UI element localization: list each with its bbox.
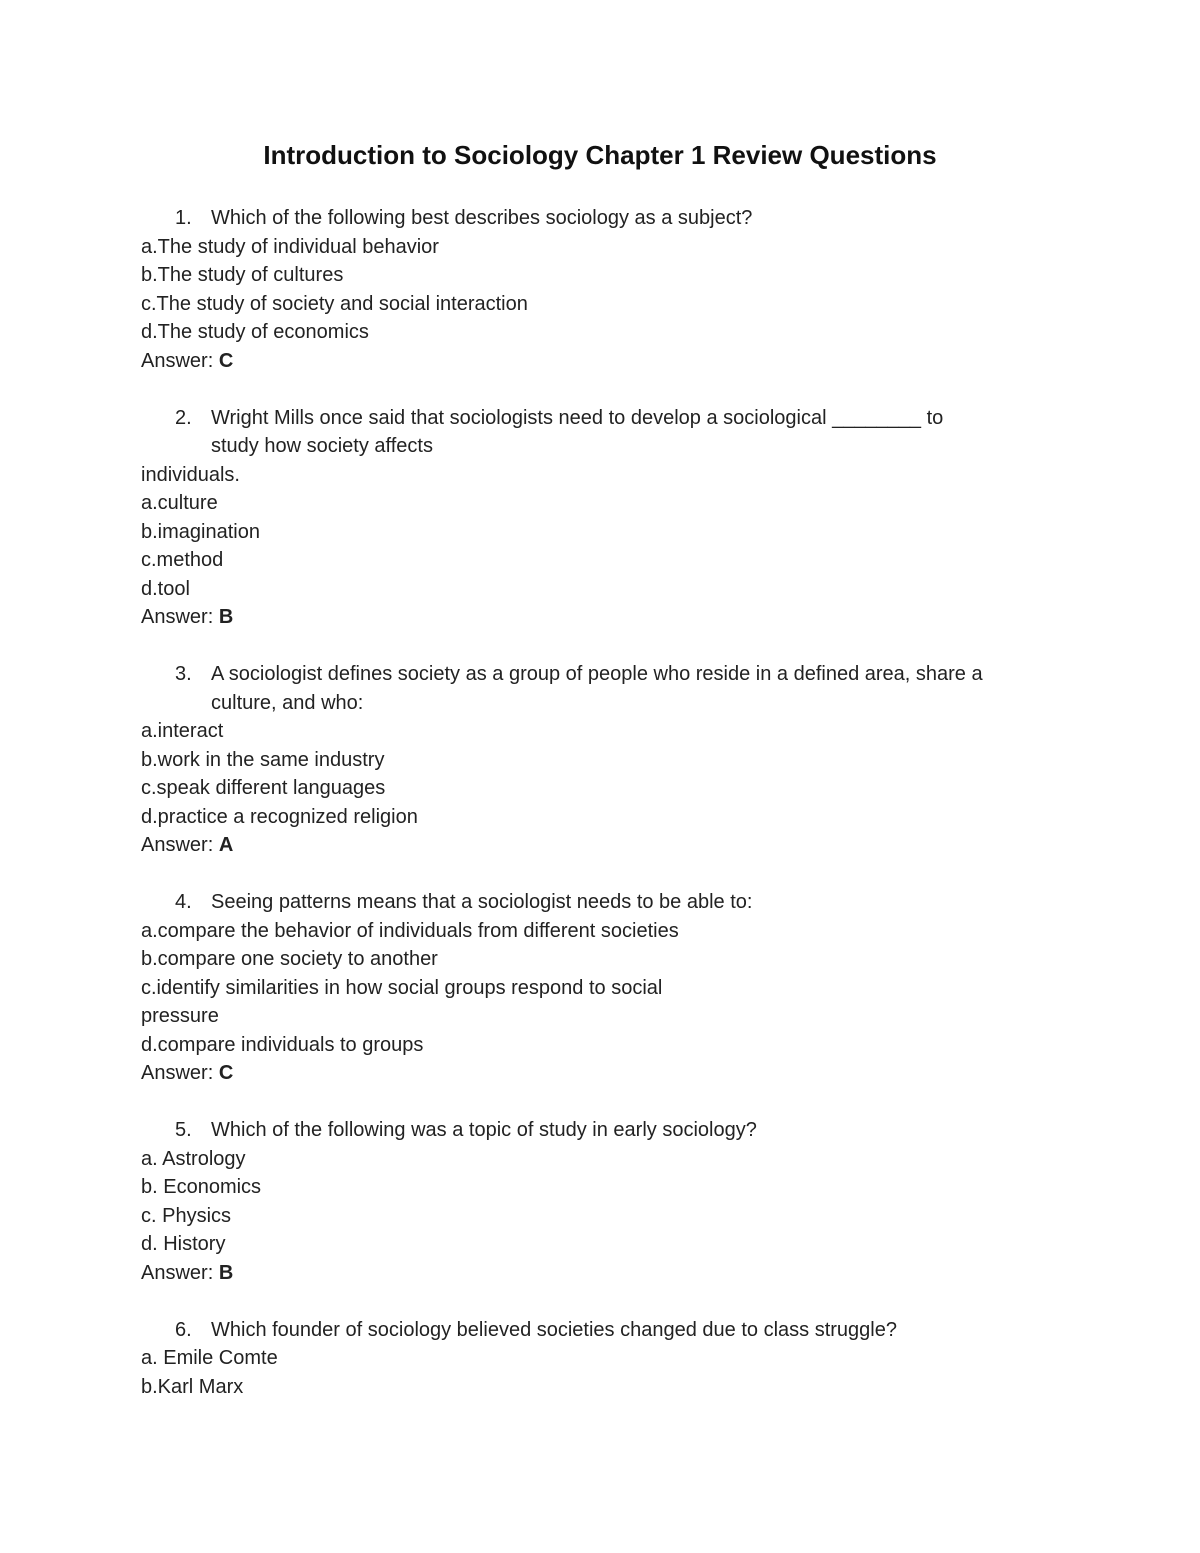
answer-option: d. History <box>141 1233 226 1255</box>
answer-option: b.compare one society to another <box>141 948 438 970</box>
question-text <box>211 1316 1061 1345</box>
question-text <box>211 204 1061 233</box>
question-block <box>141 660 1061 860</box>
answer-key: B <box>218 1261 234 1284</box>
question-text-line: culture, and who: <box>211 691 364 714</box>
question-stem <box>141 888 1061 917</box>
question-block <box>141 888 1061 1088</box>
page-title: Introduction to Sociology Chapter 1 Review Questions <box>263 140 937 170</box>
question-stem <box>141 1116 1061 1145</box>
question-block <box>141 404 1061 632</box>
question-number: 4. <box>175 891 192 913</box>
question-text-line: Seeing patterns means that a sociologist needs to be able to: <box>211 891 753 913</box>
answer-option: b.work in the same industry <box>141 748 385 771</box>
answer-option: d.compare individuals to groups <box>141 1033 424 1056</box>
answer-line <box>141 1059 1061 1088</box>
answer-label: Answer: <box>141 834 214 856</box>
question-text-line: Which of the following best describes sociology as a subject? <box>211 207 753 229</box>
question-text-line: Which of the following was a topic of study in early sociology? <box>211 1119 757 1141</box>
question-stem <box>141 660 1061 717</box>
answer-option: b. Economics <box>141 1176 262 1198</box>
answer-option: a. Astrology <box>141 1147 246 1170</box>
answer-option: b.Karl Marx <box>141 1375 244 1398</box>
answer-option: a.The study of individual behavior <box>141 235 439 258</box>
answer-label: Answer: <box>141 349 214 372</box>
answer-line <box>141 603 1061 632</box>
answer-key: C <box>218 1062 234 1084</box>
question-text-line: A sociologist defines society as a group of people who reside in a defined area, share a <box>211 663 983 685</box>
question-list <box>141 204 1061 1430</box>
question-number: 2. <box>175 406 192 429</box>
question-number: 3. <box>175 663 192 685</box>
question-number: 6. <box>175 1318 192 1341</box>
answer-option: d.The study of economics <box>141 321 369 343</box>
answer-option: a.culture <box>141 492 218 514</box>
answer-option: a.interact <box>141 720 224 742</box>
question-block <box>141 204 1061 375</box>
answer-label: Answer: <box>141 1062 214 1084</box>
answer-option: c.The study of society and social interaction <box>141 292 528 315</box>
answer-option: c.identify similarities in how social groups respond to social <box>141 976 663 999</box>
answer-option: d.tool <box>141 577 190 600</box>
answer-label: Answer: <box>141 1261 214 1284</box>
answer-option: c.method <box>141 549 224 571</box>
question-text-continuation: individuals. <box>141 463 240 486</box>
question-block <box>141 1116 1061 1287</box>
question-text <box>211 1116 1061 1145</box>
answer-key: B <box>218 606 234 628</box>
answer-option: a. Emile Comte <box>141 1347 278 1369</box>
question-text <box>211 660 1061 717</box>
question-text <box>211 404 1061 461</box>
question-text-line: Wright Mills once said that sociologists need to develop a sociological ________ to <box>211 406 944 429</box>
question-text-line: study how society affects <box>211 435 433 457</box>
answer-label: Answer: <box>141 606 214 628</box>
answer-option: c.speak different languages <box>141 777 386 799</box>
answer-line <box>141 347 1061 376</box>
question-block <box>141 1316 1061 1402</box>
question-stem <box>141 404 1061 461</box>
answer-option: b.The study of cultures <box>141 264 344 286</box>
question-text <box>211 888 1061 917</box>
answer-option: b.imagination <box>141 520 260 543</box>
question-stem <box>141 204 1061 233</box>
question-number: 1. <box>175 207 192 229</box>
answer-option: d.practice a recognized religion <box>141 805 418 828</box>
answer-option: a.compare the behavior of individuals from different societies <box>141 919 679 942</box>
answer-line <box>141 1259 1061 1288</box>
question-number: 5. <box>175 1119 192 1141</box>
answer-option: c. Physics <box>141 1204 232 1227</box>
answer-line <box>141 831 1061 860</box>
answer-key: C <box>218 349 234 372</box>
answer-key: A <box>218 834 234 856</box>
question-text-line: Which founder of sociology believed societies changed due to class struggle? <box>211 1318 897 1341</box>
question-stem <box>141 1316 1061 1345</box>
answer-option: pressure <box>141 1005 219 1027</box>
